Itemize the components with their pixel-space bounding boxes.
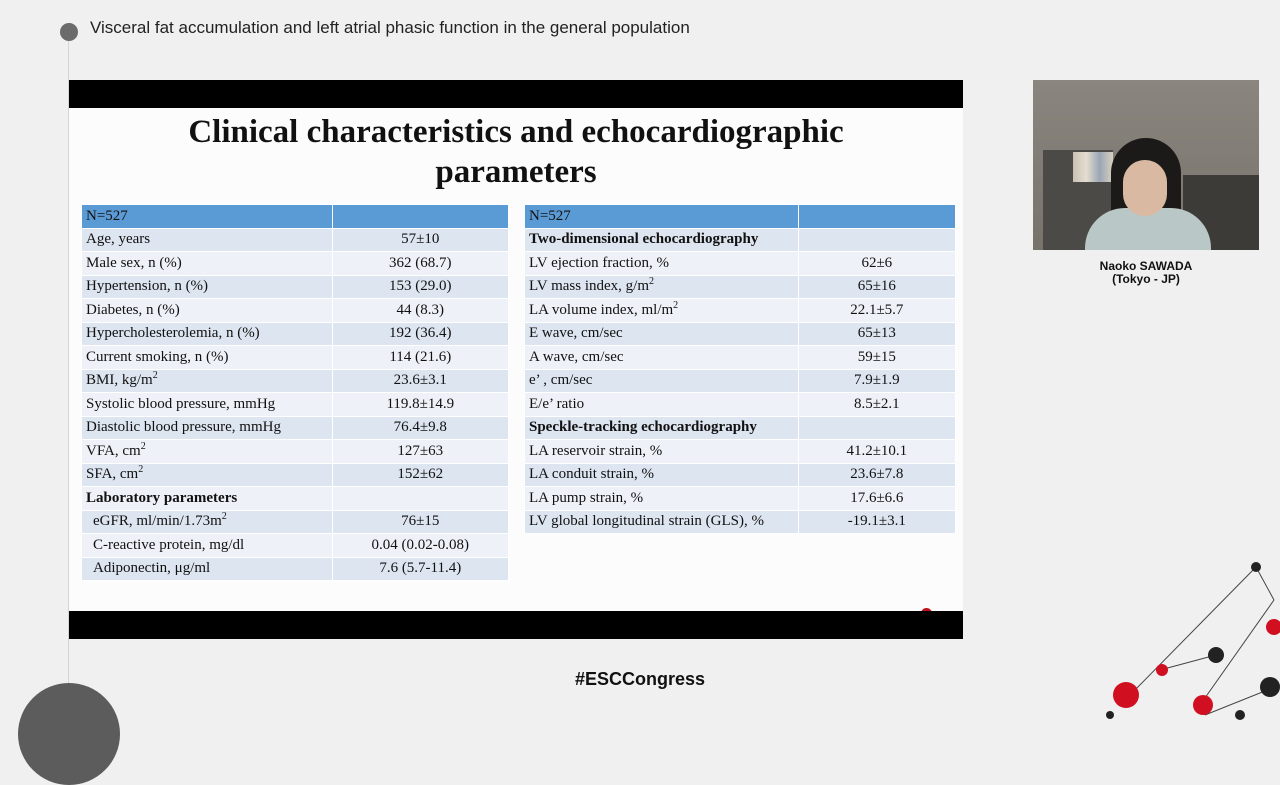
- row-label: [82, 393, 333, 417]
- row-label-text: LA volume index, ml/m: [529, 301, 674, 318]
- table-row: [525, 393, 956, 417]
- row-label-text: Male sex, n (%): [86, 254, 182, 271]
- row-label: [82, 252, 333, 276]
- row-label-text: LV global longitudinal strain (GLS), %: [529, 513, 764, 530]
- row-label-text: SFA, cm: [86, 466, 139, 483]
- table-row: [82, 487, 509, 511]
- table-row: [525, 346, 956, 370]
- row-label-text: Hypertension, n (%): [86, 278, 209, 295]
- row-label: [525, 393, 799, 417]
- row-value: 153 (29.0): [332, 275, 508, 299]
- row-label-text: Diabetes, n (%): [86, 301, 180, 318]
- row-value: 7.6 (5.7-11.4): [332, 557, 508, 581]
- row-value: [332, 487, 508, 511]
- row-label: [525, 369, 799, 393]
- left-table-header-cell: N=527: [82, 205, 333, 229]
- row-label-text: Diastolic blood pressure, mmHg: [86, 419, 281, 436]
- row-label: [525, 275, 799, 299]
- slide-title-line2: parameters: [435, 154, 597, 190]
- congress-hashtag: #ESCCongress: [574, 669, 706, 689]
- speaker-caption: [1033, 260, 1259, 286]
- speaker-video: [1033, 80, 1259, 250]
- slide-content: [69, 108, 963, 611]
- unit-superscript: 2: [673, 299, 679, 311]
- slide-title: [69, 112, 963, 192]
- row-label-text: LA pump strain, %: [529, 489, 644, 506]
- decorative-molecule-graphic: [1090, 555, 1280, 720]
- table-row: [82, 369, 509, 393]
- table-row: [82, 510, 509, 534]
- table-row: [82, 393, 509, 417]
- row-value: 41.2±10.1: [798, 440, 955, 464]
- row-value: 76±15: [332, 510, 508, 534]
- table-row: [525, 322, 956, 346]
- title-bullet-icon: [60, 23, 78, 41]
- row-value: [798, 228, 955, 252]
- presentation-slide: [69, 80, 963, 639]
- right-table-header-row: [525, 205, 956, 229]
- row-value: 119.8±14.9: [332, 393, 508, 417]
- table-row: [82, 557, 509, 581]
- row-value: 0.04 (0.02-0.08): [332, 534, 508, 558]
- row-label: [525, 252, 799, 276]
- row-value: 192 (36.4): [332, 322, 508, 346]
- row-label: [82, 534, 333, 558]
- row-label: [525, 299, 799, 323]
- slide-title-line1: Clinical characteristics and echocardiographic: [188, 114, 844, 150]
- row-value: -19.1±3.1: [798, 510, 955, 534]
- row-label-text: Adiponectin, μg/ml: [93, 560, 211, 577]
- unit-superscript: 2: [138, 464, 144, 476]
- row-value: 65±13: [798, 322, 955, 346]
- row-value: 17.6±6.6: [798, 487, 955, 511]
- talk-title: Visceral fat accumulation and left atrial phasic function in the general population: [90, 18, 690, 37]
- row-value: 7.9±1.9: [798, 369, 955, 393]
- row-label-text: A wave, cm/sec: [529, 348, 624, 365]
- decorative-circle: [18, 683, 120, 785]
- row-label: [525, 228, 799, 252]
- row-value: 62±6: [798, 252, 955, 276]
- row-label-text: e’ , cm/sec: [529, 372, 593, 389]
- table-row: [525, 299, 956, 323]
- row-label-text: Laboratory parameters: [86, 489, 238, 506]
- row-label-text: LV mass index, g/m: [529, 278, 650, 295]
- row-label-text: E/e’ ratio: [529, 395, 585, 412]
- row-value: 152±62: [332, 463, 508, 487]
- speaker-name: Naoko SAWADA: [1099, 259, 1193, 273]
- row-label-text: LA conduit strain, %: [529, 466, 654, 483]
- row-value: 362 (68.7): [332, 252, 508, 276]
- echocardiographic-parameters-table: [524, 204, 956, 534]
- row-label-text: BMI, kg/m: [86, 372, 153, 389]
- clinical-characteristics-table: [81, 204, 509, 581]
- row-value: 22.1±5.7: [798, 299, 955, 323]
- row-label: [82, 440, 333, 464]
- table-row: [525, 440, 956, 464]
- table-row: [82, 416, 509, 440]
- slide-indicator-dot-active: [921, 608, 932, 611]
- row-label-text: C-reactive protein, mg/dl: [93, 536, 245, 553]
- row-label-text: Systolic blood pressure, mmHg: [86, 395, 276, 412]
- right-table-header-cell: [798, 205, 955, 229]
- row-label-text: Hypercholesterolemia, n (%): [86, 325, 260, 342]
- row-label: [525, 487, 799, 511]
- row-label-text: LV ejection fraction, %: [529, 254, 669, 271]
- table-row: [82, 228, 509, 252]
- row-label: [82, 557, 333, 581]
- row-label: [525, 440, 799, 464]
- row-label: [525, 322, 799, 346]
- row-value: 23.6±3.1: [332, 369, 508, 393]
- row-value: 65±16: [798, 275, 955, 299]
- table-row: [525, 487, 956, 511]
- table-row: [525, 369, 956, 393]
- row-label: [82, 369, 333, 393]
- table-row: [82, 440, 509, 464]
- row-value: [798, 416, 955, 440]
- table-row: [525, 228, 956, 252]
- row-label: [525, 510, 799, 534]
- table-row: [82, 346, 509, 370]
- table-row: [82, 322, 509, 346]
- left-table-header-cell: [332, 205, 508, 229]
- row-label: [82, 487, 333, 511]
- table-row: [525, 510, 956, 534]
- unit-superscript: 2: [140, 440, 146, 452]
- row-label: [82, 416, 333, 440]
- row-label: [82, 463, 333, 487]
- row-label: [82, 228, 333, 252]
- table-row: [82, 252, 509, 276]
- row-value: 44 (8.3): [332, 299, 508, 323]
- table-row: [525, 463, 956, 487]
- row-label: [82, 322, 333, 346]
- row-label-text: Speckle-tracking echocardiography: [529, 419, 757, 436]
- row-label: [82, 299, 333, 323]
- row-label-text: LA reservoir strain, %: [529, 442, 663, 459]
- row-value: 23.6±7.8: [798, 463, 955, 487]
- unit-superscript: 2: [221, 511, 227, 523]
- row-label: [525, 346, 799, 370]
- row-label: [82, 346, 333, 370]
- unit-superscript: 2: [152, 370, 158, 382]
- row-label-text: eGFR, ml/min/1.73m: [93, 513, 222, 530]
- row-label: [525, 463, 799, 487]
- speaker-affiliation: (Tokyo - JP): [1112, 272, 1180, 286]
- table-row: [525, 416, 956, 440]
- table-row: [82, 275, 509, 299]
- row-value: 59±15: [798, 346, 955, 370]
- row-value: 76.4±9.8: [332, 416, 508, 440]
- row-label: [82, 510, 333, 534]
- unit-superscript: 2: [649, 276, 655, 288]
- row-label: [525, 416, 799, 440]
- table-row: [525, 252, 956, 276]
- row-value: 127±63: [332, 440, 508, 464]
- table-row: [82, 299, 509, 323]
- table-row: [82, 463, 509, 487]
- row-label-text: VFA, cm: [86, 442, 141, 459]
- row-label-text: Two-dimensional echocardiography: [529, 231, 759, 248]
- left-table-header-row: [82, 205, 509, 229]
- row-value: 8.5±2.1: [798, 393, 955, 417]
- row-value: 114 (21.6): [332, 346, 508, 370]
- row-label-text: Current smoking, n (%): [86, 348, 229, 365]
- row-label: [82, 275, 333, 299]
- right-table-header-cell: N=527: [525, 205, 799, 229]
- row-value: 57±10: [332, 228, 508, 252]
- table-row: [525, 275, 956, 299]
- row-label-text: Age, years: [86, 231, 151, 248]
- table-row: [82, 534, 509, 558]
- row-label-text: E wave, cm/sec: [529, 325, 623, 342]
